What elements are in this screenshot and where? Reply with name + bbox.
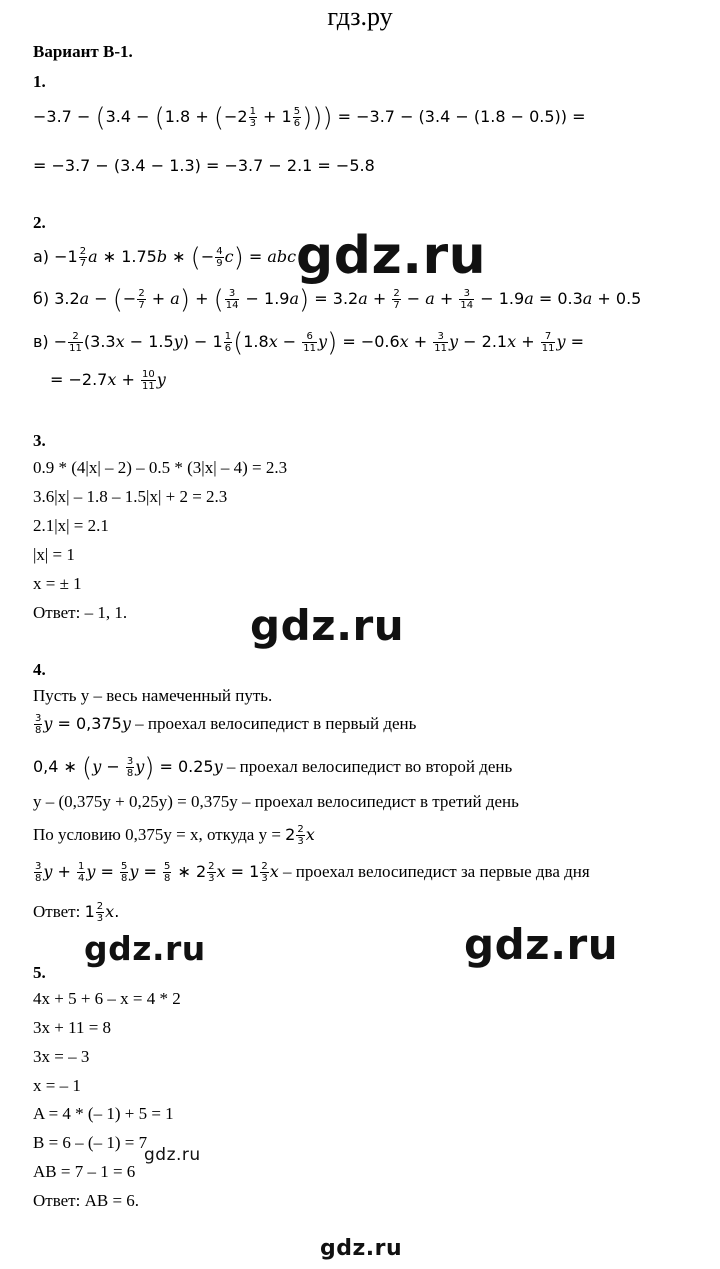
task-3-line: |x| = 1: [33, 545, 75, 564]
task-1-line-1: −3.7 − (3.4 − (1.8 + (−2 $\frac{1}{3}$ + 1 $\frac{5}{6}$ ))) = −3.7 − (3.4 − (1.8 − 0.5)) =: [33, 103, 586, 133]
task-4-line-4-text: По условию 0,375y = x, откуда y =: [33, 825, 286, 844]
task-3-number: 3.: [33, 431, 46, 450]
task-4-line-5: $\frac{3}{8}$ y + $\frac{1}{4}$ y = $\frac{5}{8}$ y = $\frac{5}{8}$ ∗ 2 $\frac{2}{3}$ x = 1 $\frac{2}{3}$ x – проехал велосипедист за первые два дня: [35, 861, 590, 884]
task-5-line: AB = 7 – 1 = 6: [33, 1162, 136, 1181]
task-4-line-1: $\frac{3}{8}$ y = 0,375y – проехал велосипедист в первый день: [35, 713, 417, 736]
task-2-line-v1: в) − $\frac{2}{11}$ (3.3x − 1.5y) − 1 $\frac{1}{6}$ (1.8x − $\frac{6}{11}$ y) = −0.6x + $\frac{3}{11}$ y − 2.1x + $\frac{7}{11}$ y =: [33, 328, 584, 358]
task-3-line: 3.6|x| – 1.8 – 1.5|x| + 2 = 2.3: [33, 487, 228, 506]
watermark: gdz.ru: [84, 929, 206, 968]
task-1-number: 1.: [33, 72, 46, 91]
task-3-line: x = ± 1: [33, 574, 82, 593]
variant-title: Вариант В-1.: [33, 42, 133, 61]
task-2-number: 2.: [33, 213, 46, 232]
task-2-line-v2: = −2.7x + $\frac{10}{11}$ y: [50, 369, 166, 392]
task-3-answer: Ответ: – 1, 1.: [33, 603, 128, 622]
task-2-line-b: б) 3.2a − (− $\frac{2}{7}$ + a) + ( $\frac{3}{14}$ − 1.9a) = 3.2a + $\frac{2}{7}$ − a + $\frac{3}{14}$ − 1.9a = 0.3a + 0.5: [33, 285, 642, 315]
task-4-line-5-text: – проехал велосипедист за первые два дня: [278, 862, 590, 881]
task-5-number: 5.: [33, 963, 46, 982]
task-3-line: 2.1|x| = 2.1: [33, 516, 109, 535]
watermark: gdz.ru: [464, 920, 619, 969]
task-5-line: 3x = – 3: [33, 1047, 90, 1066]
task-4-line-2-text: – проехал велосипедист во второй день: [222, 757, 513, 776]
site-header: гдз.ру: [327, 2, 393, 31]
watermark: gdz.ru: [250, 601, 405, 650]
task-5-answer: Ответ: AB = 6.: [33, 1191, 140, 1210]
task-5-line: 3x + 11 = 8: [33, 1018, 112, 1037]
watermark: gdz.ru: [144, 1145, 201, 1165]
task-5-line: B = 6 – (– 1) = 7: [33, 1133, 148, 1152]
task-5-line: A = 4 * (– 1) + 5 = 1: [33, 1104, 174, 1123]
task-4-line-3: y – (0,375y + 0,25y) = 0,375y – проехал велосипедист в третий день: [33, 792, 519, 811]
task-4-line-2: 0,4 ∗ (y − $\frac{3}{8}$ y) = 0.25y – проехал велосипедист во второй день: [33, 753, 513, 783]
task-4-number: 4.: [33, 660, 46, 679]
task-2-line-a: а) −1 $\frac{2}{7}$ a ∗ 1.75b ∗ (− $\frac{4}{9}$ c) = abc: [33, 243, 297, 273]
task-1-line-2: = −3.7 − (3.4 − 1.3) = −3.7 − 2.1 = −5.8: [33, 156, 375, 175]
watermark: gdz.ru: [320, 1236, 403, 1261]
task-4-answer-prefix: Ответ:: [33, 902, 85, 921]
task-3-line: 0.9 * (4|x| – 2) – 0.5 * (3|x| – 4) = 2.3: [33, 458, 288, 477]
task-4-line-1-text: – проехал велосипедист в первый день: [130, 714, 417, 733]
task-4-intro: Пусть y – весь намеченный путь.: [33, 686, 273, 705]
task-5-line: 4x + 5 + 6 – x = 4 * 2: [33, 989, 181, 1008]
watermark: gdz.ru: [296, 226, 487, 286]
task-4-line-4: По условию 0,375y = x, откуда y = 2 $\frac{2}{3}$ x: [33, 824, 315, 847]
task-5-line: x = – 1: [33, 1076, 81, 1095]
task-4-answer: Ответ: 1 $\frac{2}{3}$ x.: [33, 901, 120, 924]
